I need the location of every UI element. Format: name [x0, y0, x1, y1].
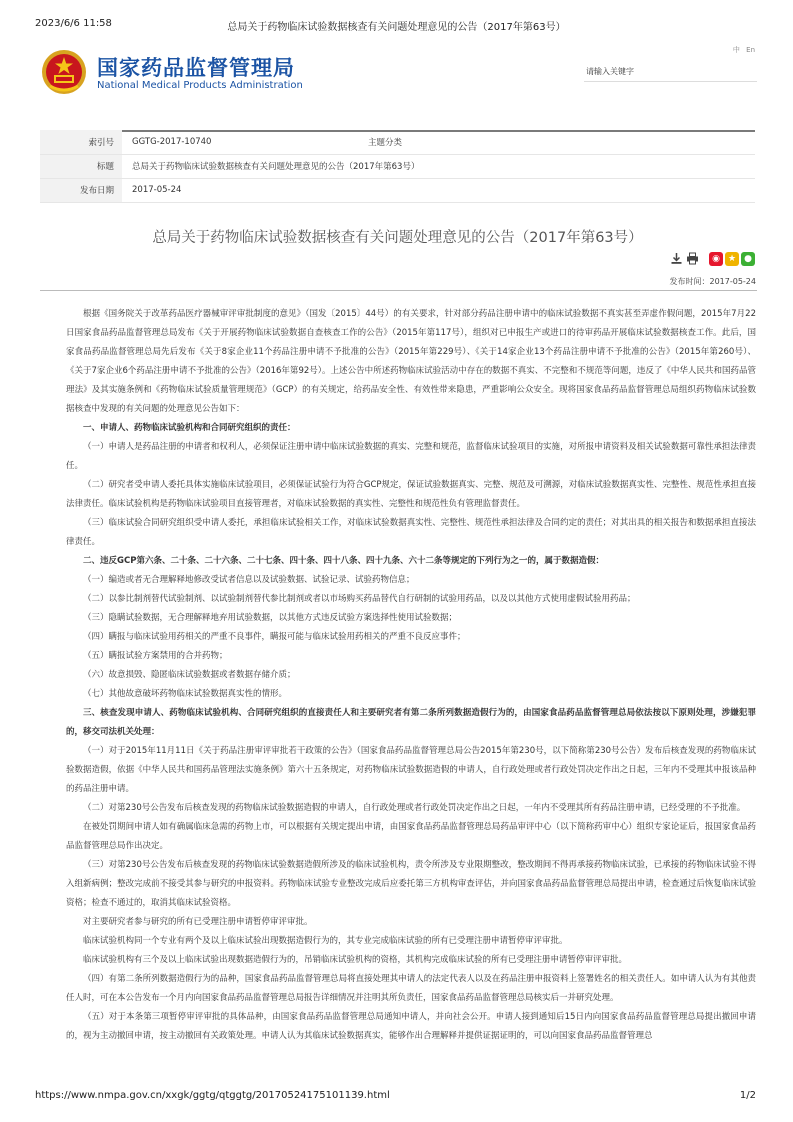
print-header	[0, 18, 793, 32]
paragraph: 临床试验机构同一个专业有两个及以上临床试验出现数据造假行为的，其专业完成临床试验的所有已受理注册申请暂停审评审批。	[83, 936, 568, 946]
paragraph: （二）对第230号公告发布后核查发现的药物临床试验数据造假的申请人，自行政处理或者行政处罚决定作出之日起，一年内不受理其所有药品注册申请，已经受理的不予批准。	[83, 803, 746, 813]
meta-title-label: 标题	[40, 154, 122, 178]
meta-row-title	[40, 154, 755, 178]
page-number: 1/2	[739, 1090, 756, 1101]
article-title: 总局关于药物临床试验数据核查有关问题处理意见的公告（2017年第63号）	[152, 230, 643, 246]
site-header	[40, 40, 757, 100]
wechat-icon[interactable]: ●	[741, 252, 755, 266]
print-icon[interactable]	[686, 252, 699, 265]
paragraph: 根据《国务院关于改革药品医疗器械审评审批制度的意见》（国发〔2015〕44号）的有关要求，针对部分药品注册申请中的临床试验数据不真实甚至弄虚作假问题，2015年7月22日国家食品药品监督管理总局发布《关于开展药物临床试验数据自查核查工作的公告》（2015年第117号），组织对已申报生产或进口的待审药品开展临床试验数据核查工作。此后，国家食品药品监督管理总局先后发布《关于8家企业11个药品注册申请不予批准的公告》（2015年第229号）、《关于14家企业13个药品注册申请不予批准的公告》（2015年第260号）、《关于7家企业6个药品注册申请不予批准的公告》（2016年第92号）。上述公告中所述药物临床试验活动中存在的数据不真实、不完整和不规范等问题，违反了《中华人民共和国药品管理法》及其实施条例和《药物临床试验质量管理规范》（GCP）的有关规定，给药品安全性、有效性带来隐患，严重影响公众安全。现将国家食品药品监督管理总局组织药物临床试验数据核查中发现的有关问题的处理意见公告如下：	[66, 309, 756, 414]
meta-row-date	[40, 178, 755, 202]
article-tools	[0, 252, 793, 268]
search-input[interactable]: 请输入关键字	[584, 63, 757, 79]
paragraph: 对主要研究者参与研究的所有已受理注册申请暂停审评审批。	[83, 917, 313, 927]
section-heading: 一、申请人、药物临床试验机构和合同研究组织的责任：	[83, 423, 296, 433]
meta-category-value	[422, 130, 755, 154]
section-heading: 二、违反GCP第六条、二十条、二十六条、二十七条、四十条、四十八条、四十九条、六十二条等规定的下列行为之一的，属于数据造假：	[83, 556, 604, 566]
meta-table	[40, 130, 755, 203]
paragraph: （三）对第230号公告发布后核查发现的药物临床试验数据造假所涉及的临床试验机构，责令所涉及专业限期整改，整改期间不得再承接药物临床试验，已承接的药物临床试验不得入组新病例；整改完成前不接受其参与研究的申报资料。药物临床试验专业整改完成后应委托第三方机构审查评估，并向国家食品药品监督管理总局提出申请，检查通过后恢复临床试验资格；检查不通过的，取消其临床试验资格。	[66, 860, 756, 908]
paragraph: （六）故意损毁、隐匿临床试验数据或者数据存储介质；	[83, 670, 296, 680]
meta-index-label: 索引号	[40, 130, 122, 154]
paragraph: （五）对于本条第三项暂停审评审批的具体品种，由国家食品药品监督管理总局通知申请人，并向社会公开。申请人接到通知后15日内向国家食品药品监督管理总局提出撤回申请的，视为主动撤回申请，按主动撤回有关政策处理。申请人认为其临床试验数据真实，能够作出合理解释并提供证据证明的，可以向国家食品药品监督管理总	[66, 1012, 756, 1041]
publish-date: 发布时间：2017-05-24	[669, 277, 756, 286]
paragraph: （一）对于2015年11月11日《关于药品注册审评审批若干政策的公告》（国家食品药品监督管理总局公告2015年第230号，以下简称第230号公告）发布后核查发现的药物临床试验数据造假，依据《中华人民共和国药品管理法实施条例》第六十五条规定，对药物临床试验数据造假的申请人，自行政处理或者行政处罚决定作出之日起，三年内不受理其申报该品种的药品注册申请。	[66, 746, 756, 794]
qzone-icon[interactable]: ★	[725, 252, 739, 266]
meta-index-value: GGTG-2017-10740	[122, 130, 362, 154]
download-icon[interactable]	[670, 252, 683, 265]
paragraph: （七）其他故意破坏药物临床试验数据真实性的情形。	[83, 689, 288, 699]
section-heading: 三、核查发现申请人、药物临床试验机构、合同研究组织的直接责任人和主要研究者有第二条所列数据造假行为的，由国家食品药品监督管理总局依法按以下原则处理，涉嫌犯罪的，移交司法机关处理：	[66, 708, 756, 737]
paragraph: （五）瞒报试验方案禁用的合并药物；	[83, 651, 228, 661]
paragraph: （一）编造或者无合理解释地修改受试者信息以及试验数据、试验记录、试验药物信息；	[83, 575, 415, 585]
print-title: 总局关于药物临床试验数据核查有关问题处理意见的公告（2017年第63号）	[227, 22, 566, 33]
paragraph: （二）研究者受申请人委托具体实施临床试验项目，必须保证试验行为符合GCP规定，保证试验数据真实、完整、规范及可溯源，对临床试验数据真实性、完整性、规范性承担直接法律责任。临床试验机构是药物临床试验项目直接管理者，对临床试验数据的真实性、完整性和规范性负有管理监督责任。	[66, 480, 756, 509]
paragraph: 临床试验机构有三个及以上临床试验出现数据造假行为的，吊销临床试验机构的资格，其机构完成临床试验的所有已受理注册申请暂停审评审批。	[83, 955, 628, 965]
meta-date-value: 2017-05-24	[122, 178, 755, 202]
language-switch	[729, 45, 755, 55]
print-datetime: 2023/6/6 11:58	[35, 18, 112, 29]
paragraph: （三）隐瞒试验数据，无合理解释地弃用试验数据，以其他方式违反试验方案选择性使用试验数据；	[83, 613, 458, 623]
lang-zh-link[interactable]: 中	[732, 46, 740, 54]
print-footer	[0, 1090, 793, 1104]
paragraph: （三）临床试验合同研究组织受申请人委托，承担临床试验相关工作，对临床试验数据真实性、完整性、规范性承担法律及合同约定的责任；对其出具的相关报告和数据承担直接法律责任。	[66, 518, 756, 547]
lang-en-link[interactable]: En	[746, 46, 755, 54]
paragraph: （一）申请人是药品注册的申请者和权利人，必须保证注册申请中临床试验数据的真实、完整和规范，监督临床试验项目的实施，对所报申请资料及相关试验数据可靠性承担法律责任。	[66, 442, 756, 471]
paragraph: （四）瞒报与临床试验用药相关的严重不良事件，瞒报可能与临床试验用药相关的严重不良反应事件；	[83, 632, 466, 642]
paragraph: （二）以参比制剂替代试验制剂、以试验制剂替代参比制剂或者以市场购买药品替代自行研制的试验用药品，以及以其他方式使用虚假试验用药品；	[83, 594, 636, 604]
meta-title-value: 总局关于药物临床试验数据核查有关问题处理意见的公告（2017年第63号）	[122, 154, 755, 178]
footer-url: https://www.nmpa.gov.cn/xxgk/ggtg/qtggtg/20170524175101139.html	[35, 1090, 390, 1101]
site-name-en[interactable]: National Medical Products Administration	[97, 80, 303, 91]
meta-row-index	[40, 130, 755, 154]
meta-category-label: 主题分类	[362, 130, 422, 154]
site-name-cn[interactable]: 国家药品监督管理局	[97, 56, 295, 80]
article-body	[66, 305, 756, 1046]
divider	[40, 290, 757, 291]
national-emblem-icon[interactable]	[40, 48, 88, 96]
weibo-icon[interactable]: ◉	[709, 252, 723, 266]
paragraph: （四）有第二条所列数据造假行为的品种，国家食品药品监督管理总局将直接处理其申请人的法定代表人以及在药品注册申报资料上签署姓名的相关责任人。如申请人认为有其他责任人时，可在本公告发布一个月内向国家食品药品监督管理总局报告详细情况并注明其所负责任，国家食品药品监督管理总局核实后一并研究处理。	[66, 974, 756, 1003]
meta-date-label: 发布日期	[40, 178, 122, 202]
paragraph: 在被处罚期间申请人如有确属临床急需的药物上市，可以根据有关规定提出申请，由国家食品药品监督管理总局药品审评中心（以下简称药审中心）组织专家论证后，报国家食品药品监督管理总局作出决定。	[66, 822, 756, 851]
